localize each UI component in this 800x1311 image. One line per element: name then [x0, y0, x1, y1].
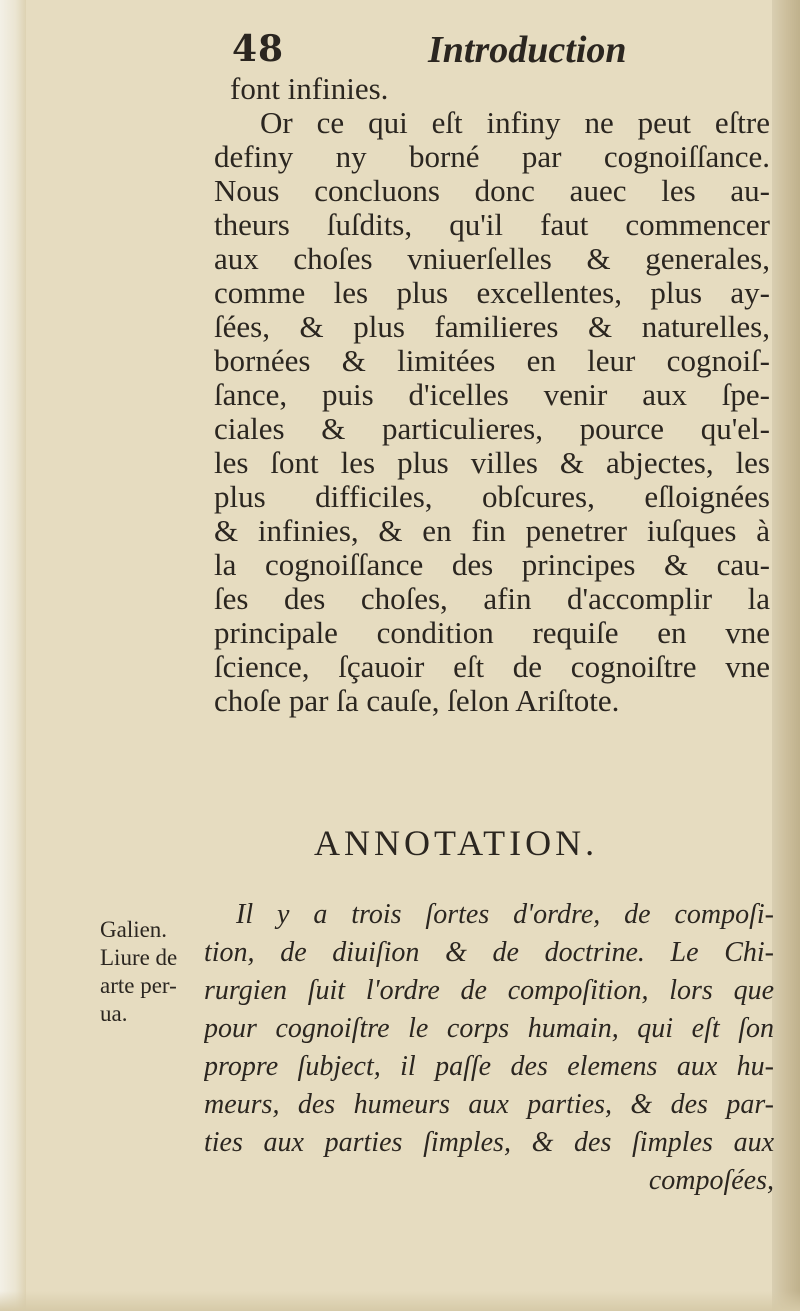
text-line: font infinies. — [230, 72, 389, 106]
text-line: Nous concluons donc auec les au- — [214, 174, 770, 208]
page-header — [232, 28, 632, 78]
text-line: theurs ſuſdits, qu'il faut commencer — [214, 208, 770, 242]
margin-note-line: arte per- — [100, 973, 177, 998]
running-head: Introduction — [428, 29, 627, 71]
text-line: comme les plus excellentes, plus ay- — [214, 276, 770, 310]
page-bottom-edge — [0, 1291, 800, 1311]
text-line: plus difficiles, obſcures, eſloignées — [214, 480, 770, 514]
margin-note-line: ua. — [100, 1001, 128, 1026]
text-line: ſance, puis d'icelles venir aux ſpe- — [214, 378, 770, 412]
text-line: aux choſes vniuerſelles & generales, — [214, 242, 770, 276]
annotation-line: ties aux parties ſimples, & des ſimples aux — [204, 1127, 774, 1158]
text-line: choſe par ſa cauſe, ſelon Ariſtote. — [214, 684, 620, 718]
margin-note — [100, 916, 210, 1028]
text-line: ciales & particulieres, pource qu'el- — [214, 412, 770, 446]
annotation-line: propre ſubject, il paſſe des elemens aux hu- — [204, 1051, 774, 1082]
page-number: 48 — [232, 28, 285, 70]
text-line: & infinies, & en fin penetrer iuſques à — [214, 514, 770, 548]
text-line: ſes des choſes, afin d'accomplir la — [214, 582, 770, 616]
annotation-line: Il y a trois ſortes d'ordre, de compoſi- — [236, 899, 774, 930]
margin-note-line: Liure de — [100, 945, 178, 970]
annotation-line: rurgien ſuit l'ordre de compoſition, lors que — [204, 975, 774, 1006]
page-left-edge — [0, 0, 26, 1311]
text-line: la cognoiſſance des principes & cau- — [214, 548, 770, 582]
annotation-line: compoſées, — [648, 1165, 774, 1196]
text-line: Or ce qui eſt infiny ne peut eſtre — [260, 106, 770, 140]
annotation-line: tion, de diuiſion & de doctrine. Le Chi- — [204, 937, 774, 968]
annotation-text — [204, 896, 774, 1200]
text-line: principale condition requiſe en vne — [214, 616, 770, 650]
section-heading: ANNOTATION. — [314, 823, 599, 863]
annotation-line: pour cognoiſtre le corps humain, qui eſt ſon — [204, 1013, 774, 1044]
text-line: les ſont les plus villes & abjectes, les — [214, 446, 770, 480]
text-line: bornées & limitées en leur cognoiſ- — [214, 344, 770, 378]
page-right-edge — [772, 0, 800, 1311]
annotation-line: meurs, des humeurs aux parties, & des par- — [204, 1089, 774, 1120]
margin-note-line: Galien. — [100, 917, 168, 942]
text-line: ſcience, ſçauoir eſt de cognoiſtre vne — [214, 650, 770, 684]
text-line: definy ny borné par cognoiſſance. — [214, 140, 770, 174]
text-line: ſées, & plus familieres & naturelles, — [214, 310, 770, 344]
body-text — [214, 72, 770, 718]
